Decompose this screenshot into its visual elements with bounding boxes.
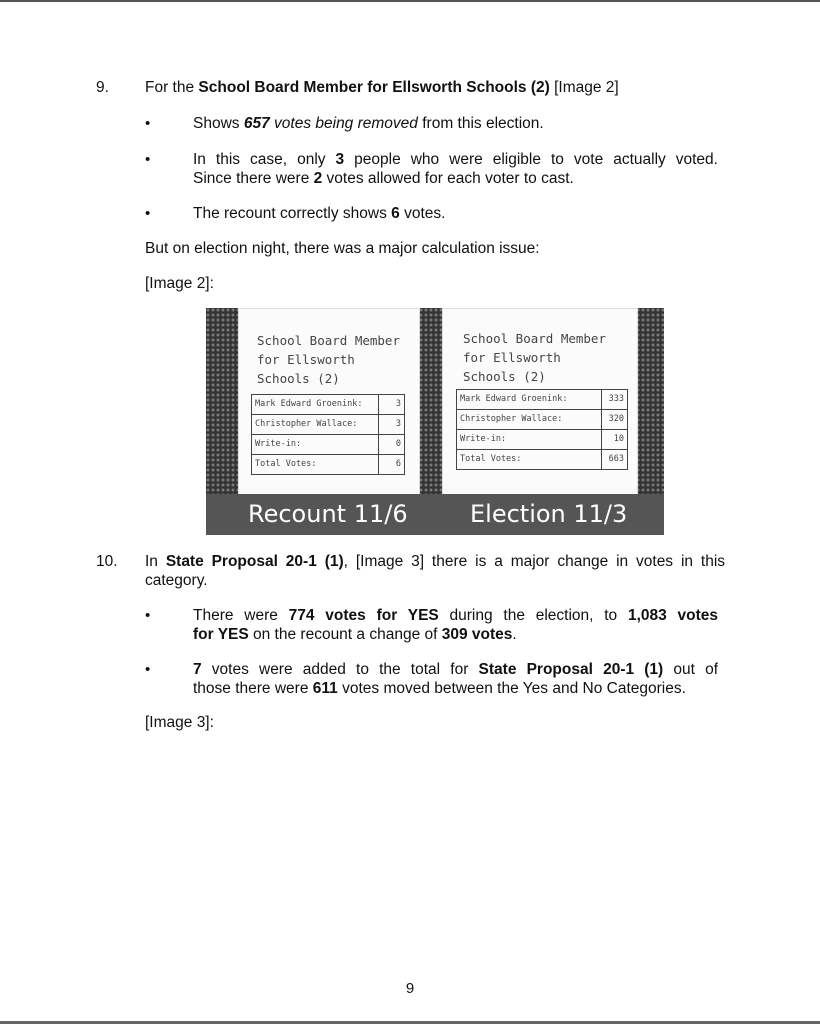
table-row: Mark Edward Groenink: 3 bbox=[252, 395, 404, 415]
table-row: Christopher Wallace: 320 bbox=[457, 410, 627, 430]
item-10-line-1: In State Proposal 20-1 (1), [Image 3] there is a major change in votes in this bbox=[145, 553, 725, 570]
item-9-bullet-1: Shows 657 votes being removed from this election. bbox=[193, 115, 544, 132]
image-2-label: [Image 2]: bbox=[145, 275, 214, 292]
election-tally-sheet bbox=[442, 308, 638, 496]
item-9-bullet-2-line-1: In this case, only 3 people who were eligible to vote actually voted. bbox=[193, 151, 718, 168]
item-10-bullet-1-line-2: for YES on the recount a change of 309 votes. bbox=[193, 626, 517, 643]
caption-banner bbox=[206, 494, 664, 535]
table-row: Write-in: 0 bbox=[252, 435, 404, 455]
item-10-bullet-2-line-2: those there were 611 votes moved between the Yes and No Categories. bbox=[193, 680, 686, 697]
election-table bbox=[456, 389, 628, 470]
bullet-dot: • bbox=[145, 151, 151, 168]
election-sheet-title: School Board Member for Ellsworth Schools (2) bbox=[463, 331, 606, 384]
recount-table bbox=[251, 394, 405, 475]
bullet-dot: • bbox=[145, 661, 151, 678]
bullet-dot: • bbox=[145, 607, 151, 624]
item-9-heading-line: For the School Board Member for Ellsworth Schools (2) [Image 2] bbox=[145, 79, 619, 96]
table-row: Total Votes: 663 bbox=[457, 450, 627, 469]
item-9-number: 9. bbox=[96, 79, 109, 96]
image-3-label: [Image 3]: bbox=[145, 714, 214, 731]
carpet-background bbox=[636, 308, 664, 494]
caption-recount: Recount 11/6 bbox=[248, 500, 408, 528]
caption-election: Election 11/3 bbox=[470, 500, 628, 528]
item-9-bullet-2-line-2: Since there were 2 votes allowed for each voter to cast. bbox=[193, 170, 574, 187]
item-9-heading: School Board Member for Ellsworth Schools (2) bbox=[198, 79, 550, 96]
table-row: Christopher Wallace: 3 bbox=[252, 415, 404, 435]
item-10-line-2: category. bbox=[145, 572, 208, 589]
item-9-bullet-3: The recount correctly shows 6 votes. bbox=[193, 205, 446, 222]
carpet-background bbox=[419, 308, 442, 494]
table-row: Total Votes: 6 bbox=[252, 455, 404, 474]
recount-sheet-title: School Board Member for Ellsworth Schools (2) bbox=[257, 333, 400, 386]
table-row: Mark Edward Groenink: 333 bbox=[457, 390, 627, 410]
bullet-dot: • bbox=[145, 115, 151, 132]
item-10-number: 10. bbox=[96, 553, 118, 570]
bullet-dot: • bbox=[145, 205, 151, 222]
item-10-bullet-1-line-1: There were 774 votes for YES during the election, to 1,083 votes bbox=[193, 607, 718, 624]
item-10-bullet-2-line-1: 7 votes were added to the total for State Proposal 20-1 (1) out of bbox=[193, 661, 718, 678]
carpet-background bbox=[206, 308, 238, 494]
image-2-photo bbox=[206, 308, 664, 535]
item-10-heading: State Proposal 20-1 (1) bbox=[165, 553, 344, 570]
top-border bbox=[0, 0, 820, 2]
recount-tally-sheet bbox=[238, 308, 420, 496]
table-row: Write-in: 10 bbox=[457, 430, 627, 450]
item-9-paragraph: But on election night, there was a major calculation issue: bbox=[145, 240, 540, 257]
page-number: 9 bbox=[405, 980, 415, 997]
